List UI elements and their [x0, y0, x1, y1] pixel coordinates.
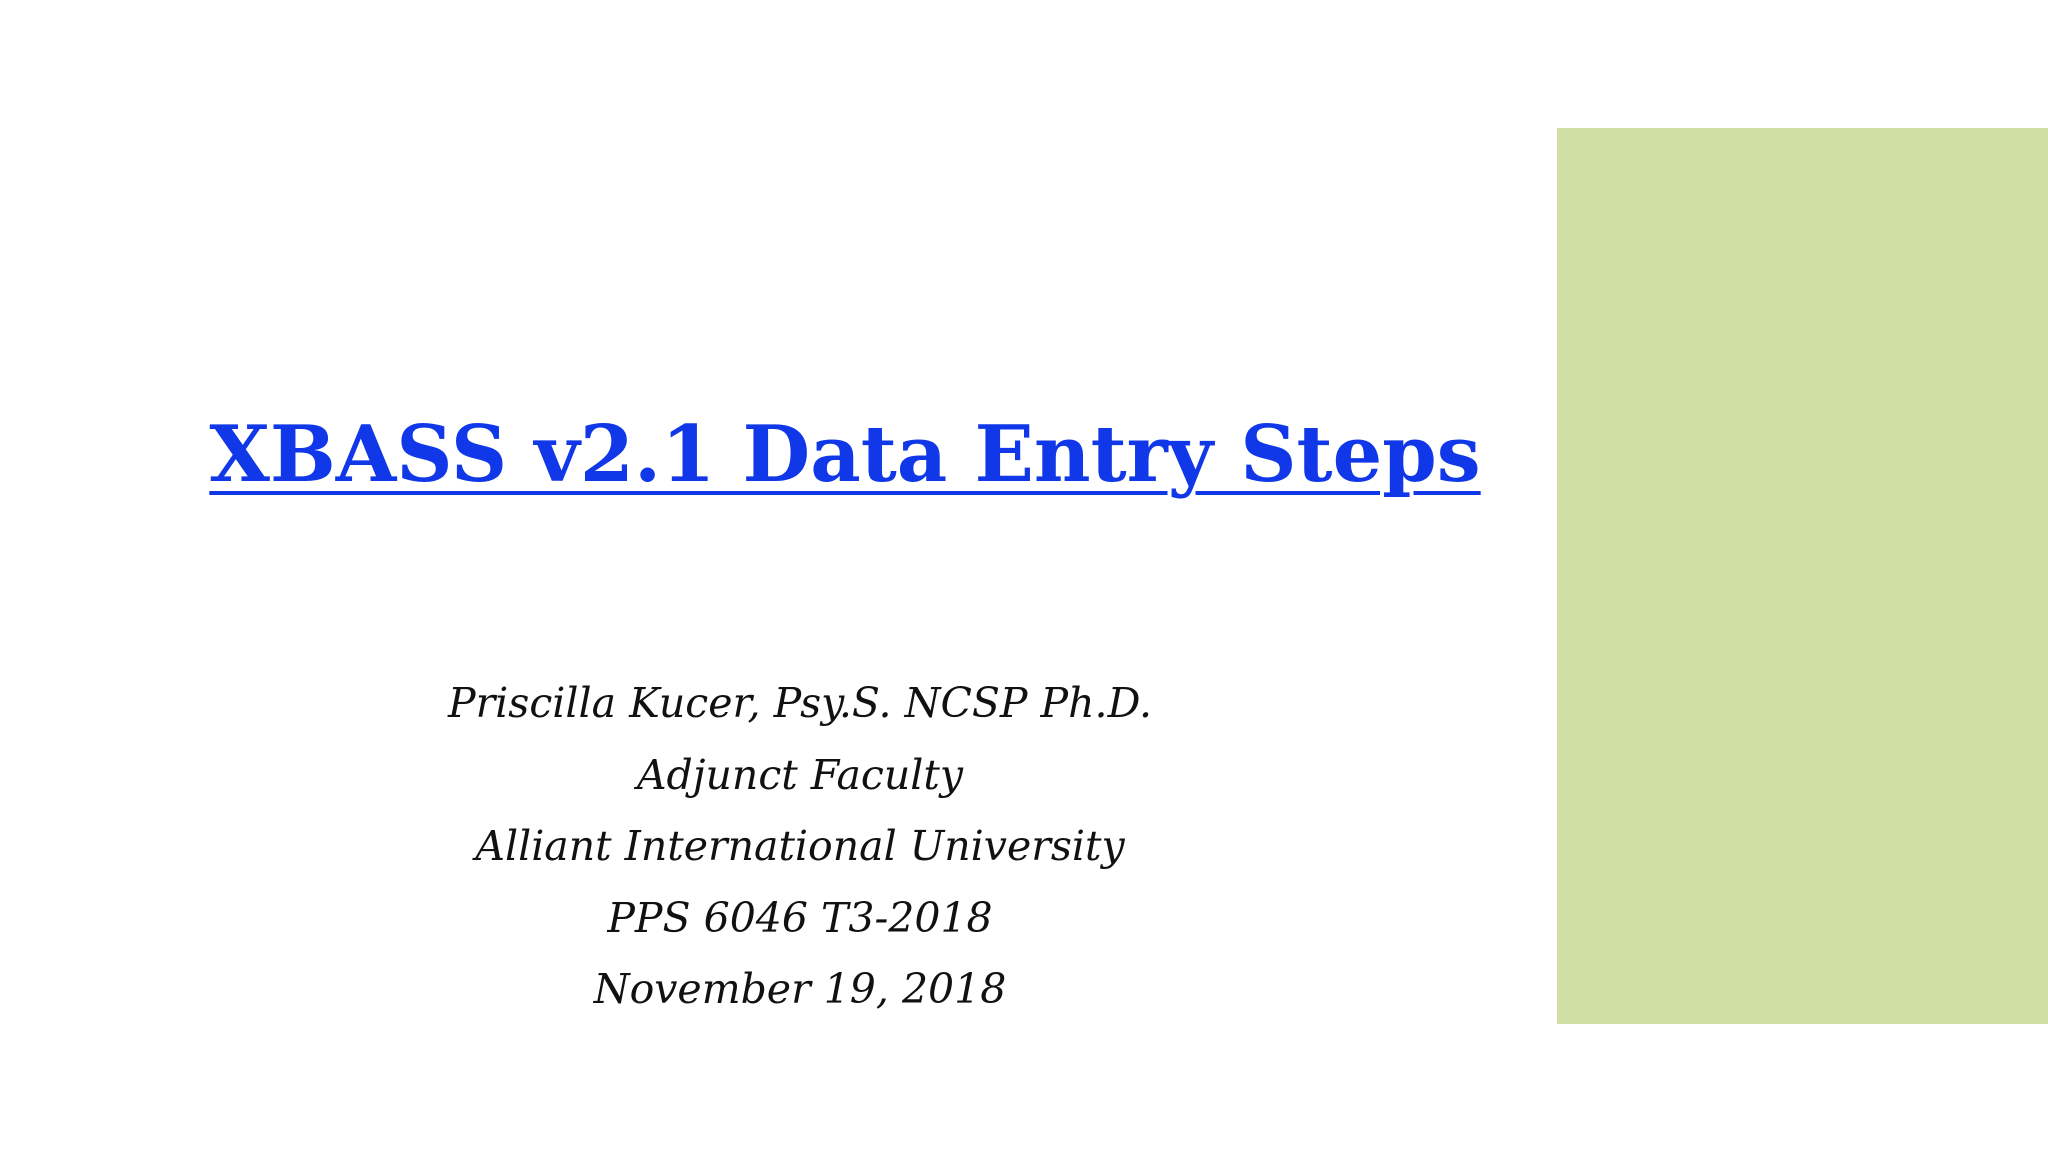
slide-subtitle	[300, 668, 1300, 1026]
presentation-date: November 19, 2018	[593, 965, 1007, 1013]
institution: Alliant International University	[475, 822, 1125, 870]
course-code: PPS 6046 T3-2018	[607, 893, 993, 942]
author-name: Priscilla Kucer, Psy.S. NCSP Ph.D.	[447, 679, 1153, 727]
slide-title[interactable]: XBASS v2.1 Data Entry Steps	[209, 409, 1481, 500]
author-position: Adjunct Faculty	[636, 750, 964, 799]
accent-block	[1557, 128, 2048, 1024]
